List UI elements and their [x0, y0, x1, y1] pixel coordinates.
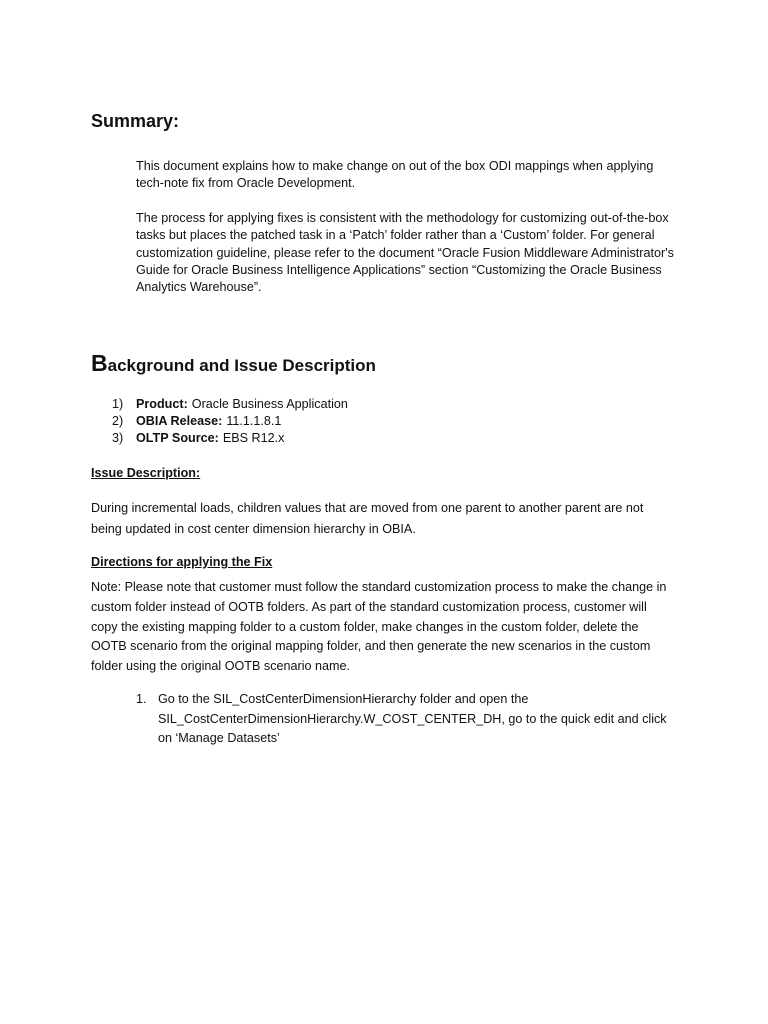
oltp-source-label: OLTP Source: [136, 431, 219, 445]
issue-description-heading: Issue Description: [91, 466, 201, 480]
summary-paragraph-2: The process for applying fixes is consistent with the methodology for customizing out-of-the-box tasks but places the patched task in a ‘Patch’ folder rather than a ‘Custom’ folder. For general customization guideline, please refer to the document “Oracle Fusion Middleware Administrator's Guide for Oracle Business Intelligence Applications” section “Customizing the Oracle Business Analytics Warehouse”. [136, 211, 674, 295]
background-heading [91, 350, 376, 377]
list-number: 3) [112, 431, 124, 445]
product-label: Product: [136, 397, 188, 411]
step-number: 1. [136, 692, 147, 706]
list-item [112, 413, 348, 430]
product-value: Oracle Business Application [191, 397, 348, 411]
list-number: 2) [112, 414, 124, 428]
background-heading-initial: B [91, 350, 108, 376]
list-item [112, 396, 348, 413]
list-number: 1) [112, 397, 124, 411]
step-text: Go to the SIL_CostCenterDimensionHierarchy folder and open the SIL_CostCenterDimensionHierarchy.W_COST_CENTER_DH, go to the quick edit and click on ‘Manage Datasets’ [158, 692, 667, 745]
summary-heading: Summary: [91, 111, 180, 131]
steps-list [136, 690, 676, 749]
oltp-source-value: EBS R12.x [222, 431, 285, 445]
directions-note: Note: Please note that customer must follow the standard customization process to make the change in custom folder instead of OOTB folders. As part of the standard customization process, customer will copy the existing mapping folder to a custom folder, make changes in the custom folder, delete the OOTB scenario from the original mapping folder, and then generate the new scenarios in the custom folder using the original OOTB scenario name. [91, 580, 667, 674]
list-item [112, 430, 348, 447]
issue-description-text: During incremental loads, children values that are moved from one parent to another parent are not being updated in cost center dimension hierarchy in OBIA. [91, 501, 644, 536]
list-item [136, 690, 676, 749]
obia-release-value: 11.1.1.8.1 [226, 414, 282, 428]
obia-release-label: OBIA Release: [136, 414, 223, 428]
background-heading-rest: ackground and Issue Description [107, 356, 376, 375]
directions-heading: Directions for applying the Fix [91, 555, 273, 569]
summary-paragraph-1: This document explains how to make change on out of the box ODI mappings when applying tech-note fix from Oracle Development. [136, 159, 654, 191]
release-info-list [112, 396, 348, 447]
